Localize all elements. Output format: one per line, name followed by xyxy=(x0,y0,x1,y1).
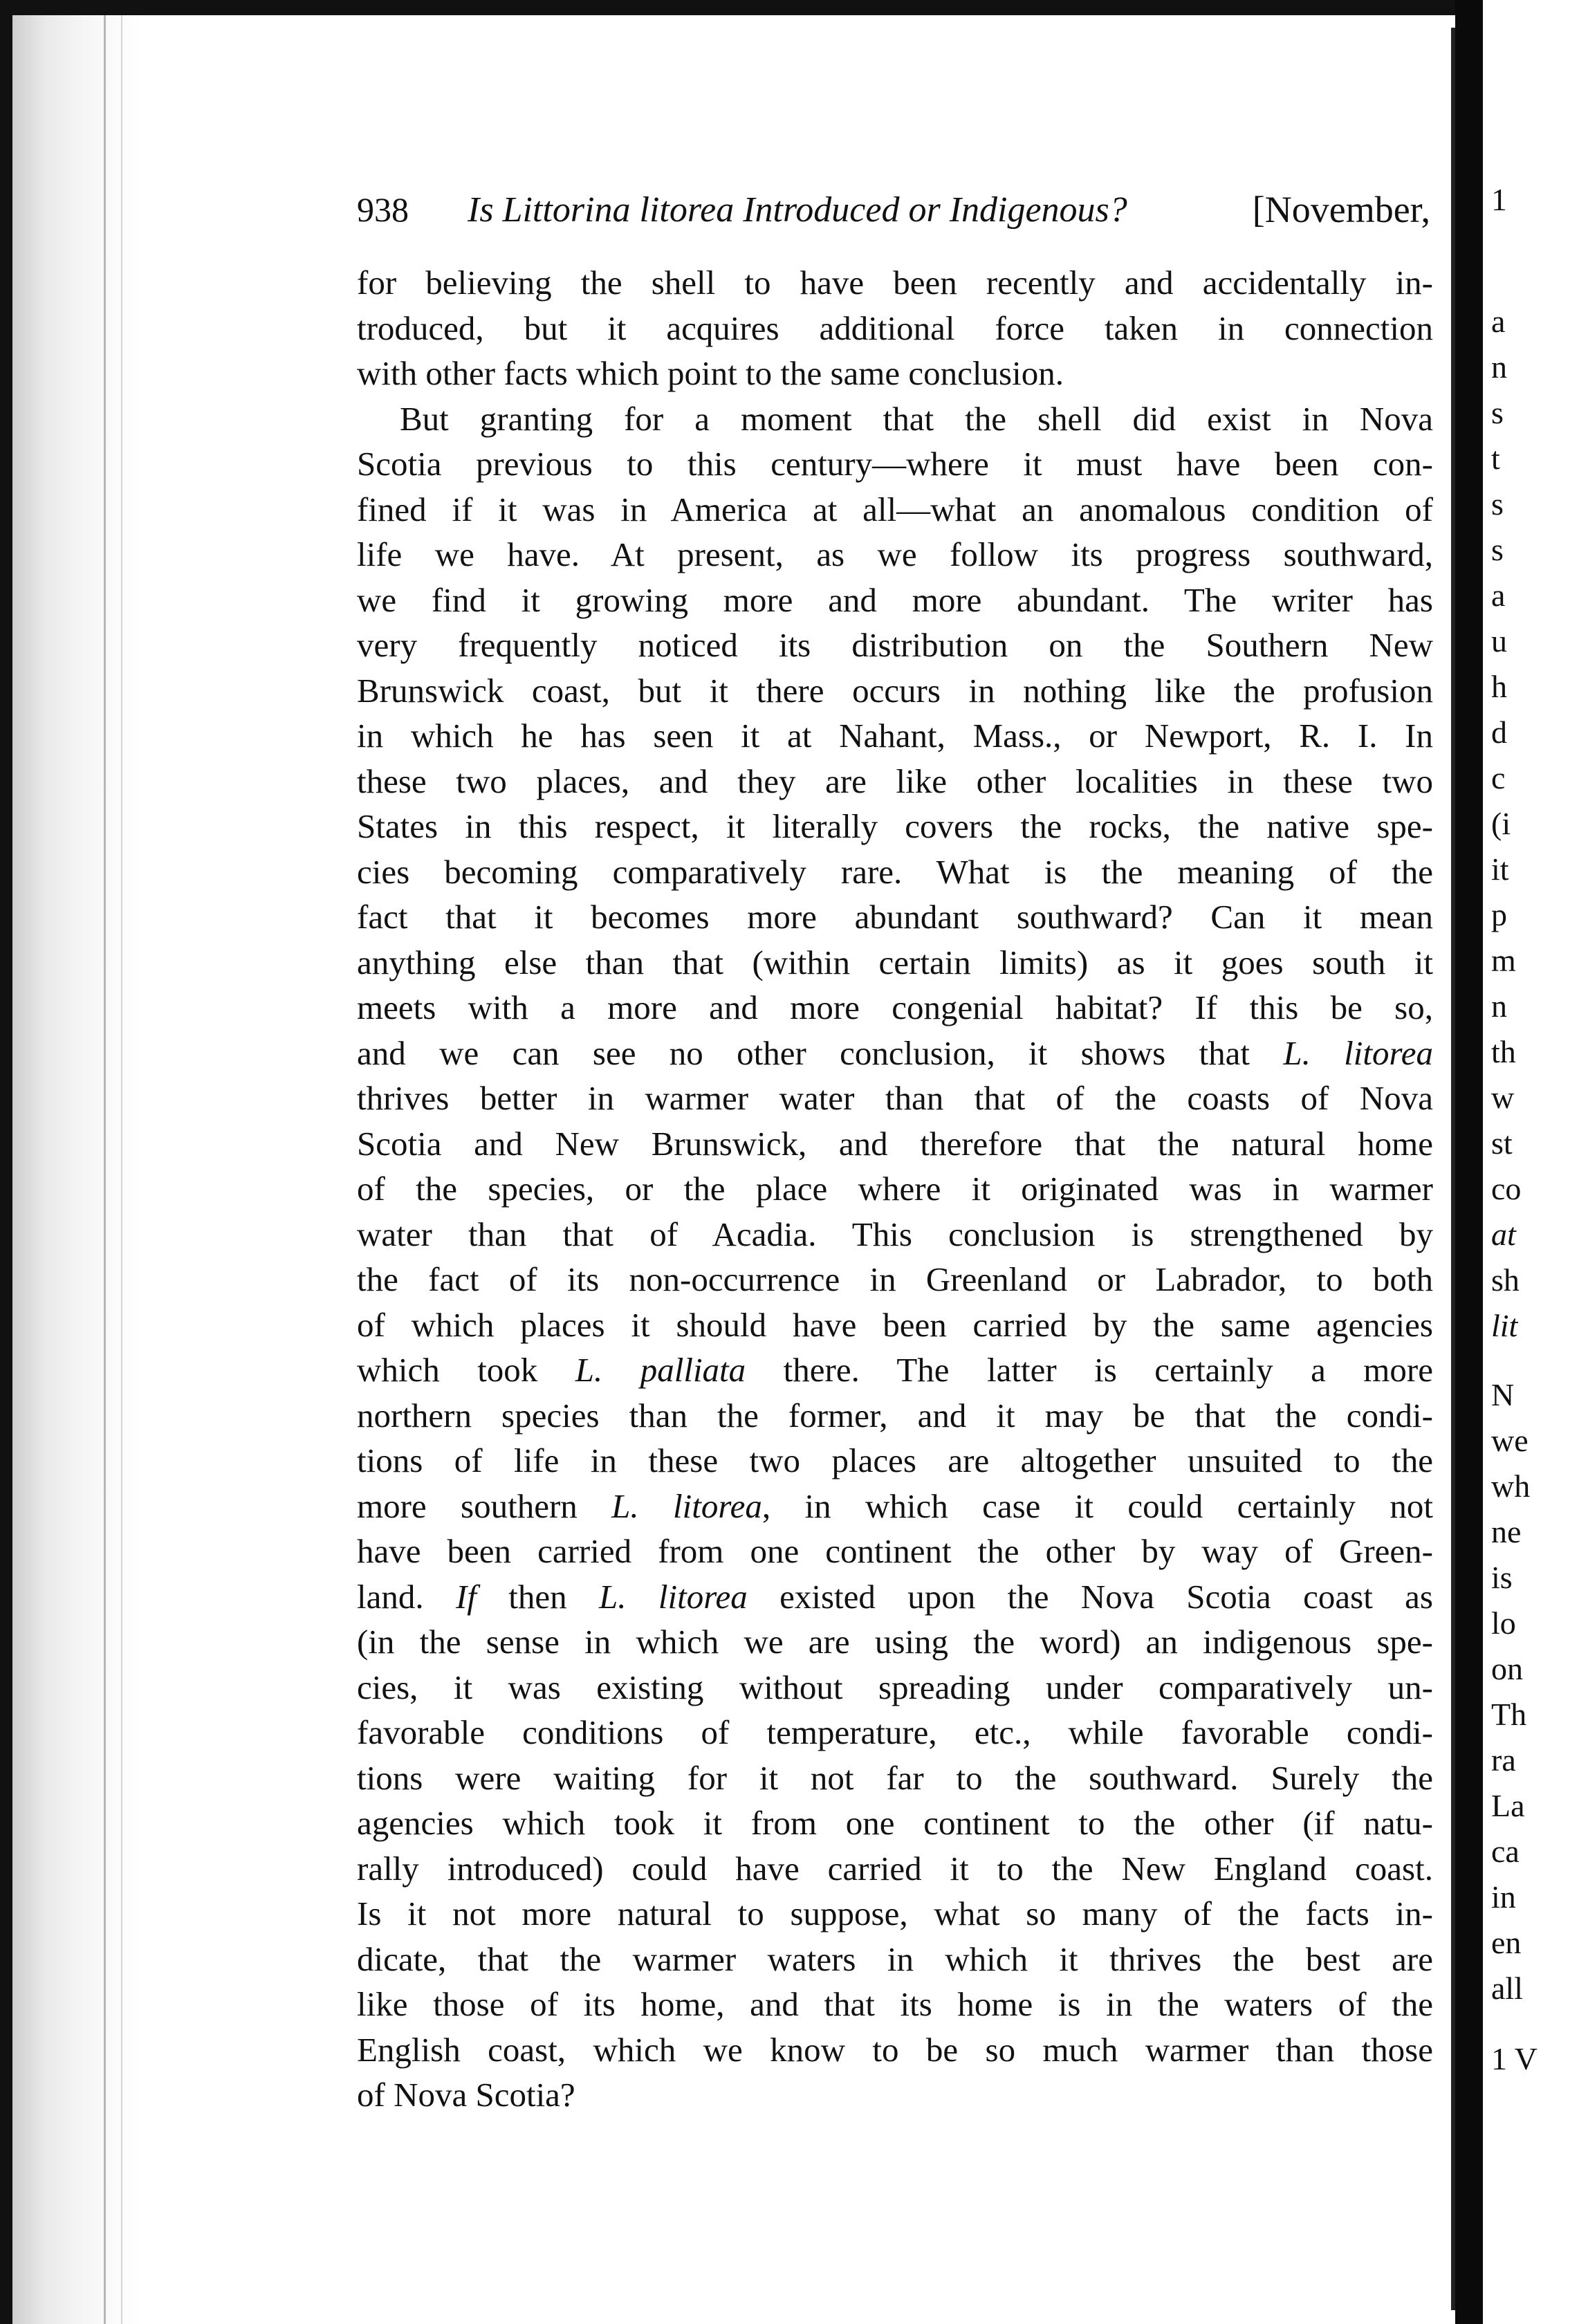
italic-species-name: If xyxy=(455,1577,477,1616)
body-text xyxy=(357,260,1433,2118)
text-line xyxy=(357,849,1433,895)
facing-page-fragment: u xyxy=(1491,623,1507,658)
facing-page-fragment: N xyxy=(1491,1377,1515,1412)
facing-page-fragment: s xyxy=(1491,486,1504,522)
text-line xyxy=(357,260,1433,306)
facing-page-fragment: ne xyxy=(1491,1514,1522,1549)
text-run: Scotia previous to this century—where it must have been con- xyxy=(357,445,1433,483)
text-run: meets with a more and more congenial habitat? If this be so, xyxy=(357,988,1433,1026)
text-run: of Nova Scotia? xyxy=(357,2076,575,2114)
text-line xyxy=(357,1529,1433,1574)
facing-page-fragment: wh xyxy=(1491,1468,1531,1504)
facing-page-fragment: a xyxy=(1491,578,1506,613)
text-run: land. xyxy=(357,1577,456,1616)
facing-page-fragment: c xyxy=(1491,760,1506,795)
text-line xyxy=(357,1755,1433,1801)
text-run: water than that of Acadia. This conclusion is strengthened by xyxy=(357,1215,1433,1253)
text-line xyxy=(357,306,1433,351)
text-line xyxy=(357,1076,1433,1121)
running-head xyxy=(357,181,1430,237)
text-run: dicate, that the warmer waters in which it thrives the best are xyxy=(357,1939,1433,1978)
text-run: rally introduced) could have carried it to the New England coast. xyxy=(357,1849,1433,1888)
italic-species-name: L. litorea xyxy=(1283,1033,1433,1072)
text-run: cies, it was existing without spreading under comparatively un- xyxy=(357,1668,1433,1706)
text-run: of which places it should have been carried by the same agencies xyxy=(357,1305,1433,1344)
facing-page-fragment: a xyxy=(1491,304,1506,339)
text-run: like those of its home, and that its home is in the waters of the xyxy=(357,1985,1433,2023)
facing-page-fragment: La xyxy=(1491,1788,1525,1823)
page-number: 938 xyxy=(357,190,409,229)
scan-border-left xyxy=(0,0,12,2324)
text-run: have been carried from one continent the other by way of Green- xyxy=(357,1532,1433,1570)
text-line xyxy=(357,396,1433,442)
text-run: cies becoming comparatively rare. What is the meaning of the xyxy=(357,852,1433,891)
text-line xyxy=(357,1619,1433,1665)
text-run: tions were waiting for it not far to the southward. Surely the xyxy=(357,1758,1433,1797)
text-run: the fact of its non-occurrence in Greenland or Labrador, to both xyxy=(357,1260,1433,1298)
text-line xyxy=(357,1937,1433,1982)
text-run: in which he has seen it at Nahant, Mass., or Newport, R. I. In xyxy=(357,717,1433,755)
text-line xyxy=(357,1800,1433,1846)
text-line xyxy=(357,668,1433,714)
text-line xyxy=(357,713,1433,759)
text-line xyxy=(357,1121,1433,1167)
facing-page-fragment: n xyxy=(1491,988,1507,1024)
text-line xyxy=(357,1846,1433,1892)
text-run: we find it growing more and more abundant. The writer has xyxy=(357,580,1433,619)
facing-page-fragment: ca xyxy=(1491,1834,1520,1869)
text-run: Scotia and New Brunswick, and therefore that the natural home xyxy=(357,1124,1433,1163)
text-run: for believing the shell to have been recently and accidentally in- xyxy=(357,264,1433,302)
facing-page-fragment: en xyxy=(1491,1925,1522,1960)
text-line xyxy=(357,1302,1433,1348)
text-run: troduced, but it acquires additional force taken in connection xyxy=(357,308,1433,347)
facing-page-fragment: is xyxy=(1491,1560,1513,1595)
facing-page-fragment: s xyxy=(1491,395,1504,430)
text-run: which took xyxy=(357,1351,575,1389)
text-line xyxy=(357,441,1433,487)
running-month: [November, xyxy=(1252,189,1430,230)
book-gutter xyxy=(1455,0,1483,2324)
italic-species-name: L. palliata xyxy=(575,1351,746,1389)
text-line xyxy=(357,2072,1433,2118)
text-run: of the species, or the place where it originated was in warmer xyxy=(357,1170,1433,1208)
text-line xyxy=(357,985,1433,1031)
text-run: favorable conditions of temperature, etc., while favorable condi- xyxy=(357,1713,1433,1751)
text-line xyxy=(357,1166,1433,1212)
text-run: States in this respect, it literally covers the rocks, the native spe- xyxy=(357,807,1433,845)
text-run: very frequently noticed its distribution on the Southern New xyxy=(357,626,1433,664)
facing-page-fragment: co xyxy=(1491,1171,1522,1206)
facing-page-fragment: at xyxy=(1491,1217,1516,1252)
text-run: But granting for a moment that the shell did exist in Nova xyxy=(400,399,1433,438)
text-line xyxy=(357,1438,1433,1484)
facing-page-fragment: ra xyxy=(1491,1742,1516,1778)
text-run: northern species than the former, and it may be that the condi- xyxy=(357,1396,1433,1435)
text-run: more southern xyxy=(357,1486,612,1525)
text-run: fact that it becomes more abundant southward? Can it mean xyxy=(357,898,1433,936)
facing-page-fragment: it xyxy=(1491,851,1509,887)
text-run: these two places, and they are like other localities in these two xyxy=(357,762,1433,800)
facing-page-fragment: p xyxy=(1491,897,1507,932)
text-line xyxy=(357,1891,1433,1937)
text-run: English coast, which we know to be so much warmer than those xyxy=(357,2030,1433,2069)
scan-border-top xyxy=(0,0,1588,15)
facing-page-fragment: on xyxy=(1491,1651,1523,1686)
facing-page-fragment: lo xyxy=(1491,1605,1516,1641)
text-line xyxy=(357,1347,1433,1393)
text-run: Is it not more natural to suppose, what so many of the facts in- xyxy=(357,1894,1433,1933)
facing-page-fragment: th xyxy=(1491,1034,1516,1069)
text-run: life we have. At present, as we follow its progress southward, xyxy=(357,535,1433,573)
text-line xyxy=(357,804,1433,849)
text-run: existed upon the Nova Scotia coast as xyxy=(747,1577,1433,1616)
text-run: fined if it was in America at all—what an anomalous condition of xyxy=(357,490,1433,528)
facing-page-fragment: we xyxy=(1491,1423,1529,1458)
text-line xyxy=(357,622,1433,668)
text-run: then xyxy=(476,1577,600,1616)
facing-page-fragment: h xyxy=(1491,669,1507,704)
text-line xyxy=(357,1257,1433,1302)
text-run: tions of life in these two places are altogether unsuited to the xyxy=(357,1441,1433,1479)
text-run: there. The latter is certainly a more xyxy=(746,1351,1433,1389)
facing-page-fragment: st xyxy=(1491,1125,1513,1161)
facing-page-fragment: d xyxy=(1491,714,1507,750)
text-line xyxy=(357,759,1433,804)
text-line xyxy=(357,894,1433,940)
facing-page-fragment: 1 xyxy=(1491,182,1507,217)
text-line xyxy=(357,1982,1433,2027)
text-line xyxy=(357,1574,1433,1620)
facing-page-fragment: m xyxy=(1491,943,1516,978)
facing-page-fragment: all xyxy=(1491,1971,1523,2006)
text-run: , in which case it could certainly not xyxy=(761,1486,1433,1525)
text-line xyxy=(357,351,1433,396)
text-line xyxy=(357,1212,1433,1257)
text-run: anything else than that (within certain limits) as it goes south it xyxy=(357,943,1433,981)
facing-page-fragment: Th xyxy=(1491,1697,1527,1732)
facing-page-fragment: 1 V xyxy=(1491,2041,1538,2076)
text-line xyxy=(357,940,1433,986)
text-run: and we can see no other conclusion, it shows that xyxy=(357,1033,1284,1072)
facing-page-fragment: lit xyxy=(1491,1308,1518,1343)
text-line xyxy=(357,578,1433,623)
facing-page-fragment: t xyxy=(1491,441,1500,476)
facing-page-fragment: s xyxy=(1491,532,1504,567)
text-line xyxy=(357,1665,1433,1710)
facing-page-fragment: sh xyxy=(1491,1262,1520,1298)
text-run: agencies which took it from one continent to the other (if natu- xyxy=(357,1804,1433,1842)
binding-shadow xyxy=(12,15,144,2324)
italic-species-name: L. litorea xyxy=(599,1577,748,1616)
binding-crease-secondary xyxy=(121,15,122,2324)
text-line xyxy=(357,1393,1433,1439)
text-line xyxy=(357,487,1433,533)
text-run: thrives better in warmer water than that of the coasts of Nova xyxy=(357,1079,1433,1117)
text-line xyxy=(357,2027,1433,2073)
facing-page-fragment: n xyxy=(1491,349,1507,385)
text-line xyxy=(357,1031,1433,1076)
text-line xyxy=(357,1710,1433,1755)
facing-page-fragment: (i xyxy=(1491,806,1511,841)
text-run: (in the sense in which we are using the word) an indigenous spe- xyxy=(357,1623,1433,1661)
facing-page-fragment: w xyxy=(1491,1080,1515,1115)
text-run: with other facts which point to the same conclusion. xyxy=(357,354,1064,392)
text-line xyxy=(357,532,1433,578)
text-line xyxy=(357,1484,1433,1529)
running-title: Is Littorina litorea Introduced or Indigenous? xyxy=(468,190,1127,230)
binding-crease xyxy=(104,15,106,2324)
facing-page-edge xyxy=(1483,0,1588,2324)
facing-page-fragment: in xyxy=(1491,1879,1516,1915)
italic-species-name: L. litorea xyxy=(611,1486,762,1525)
text-run: Brunswick coast, but it there occurs in nothing like the profusion xyxy=(357,671,1433,710)
